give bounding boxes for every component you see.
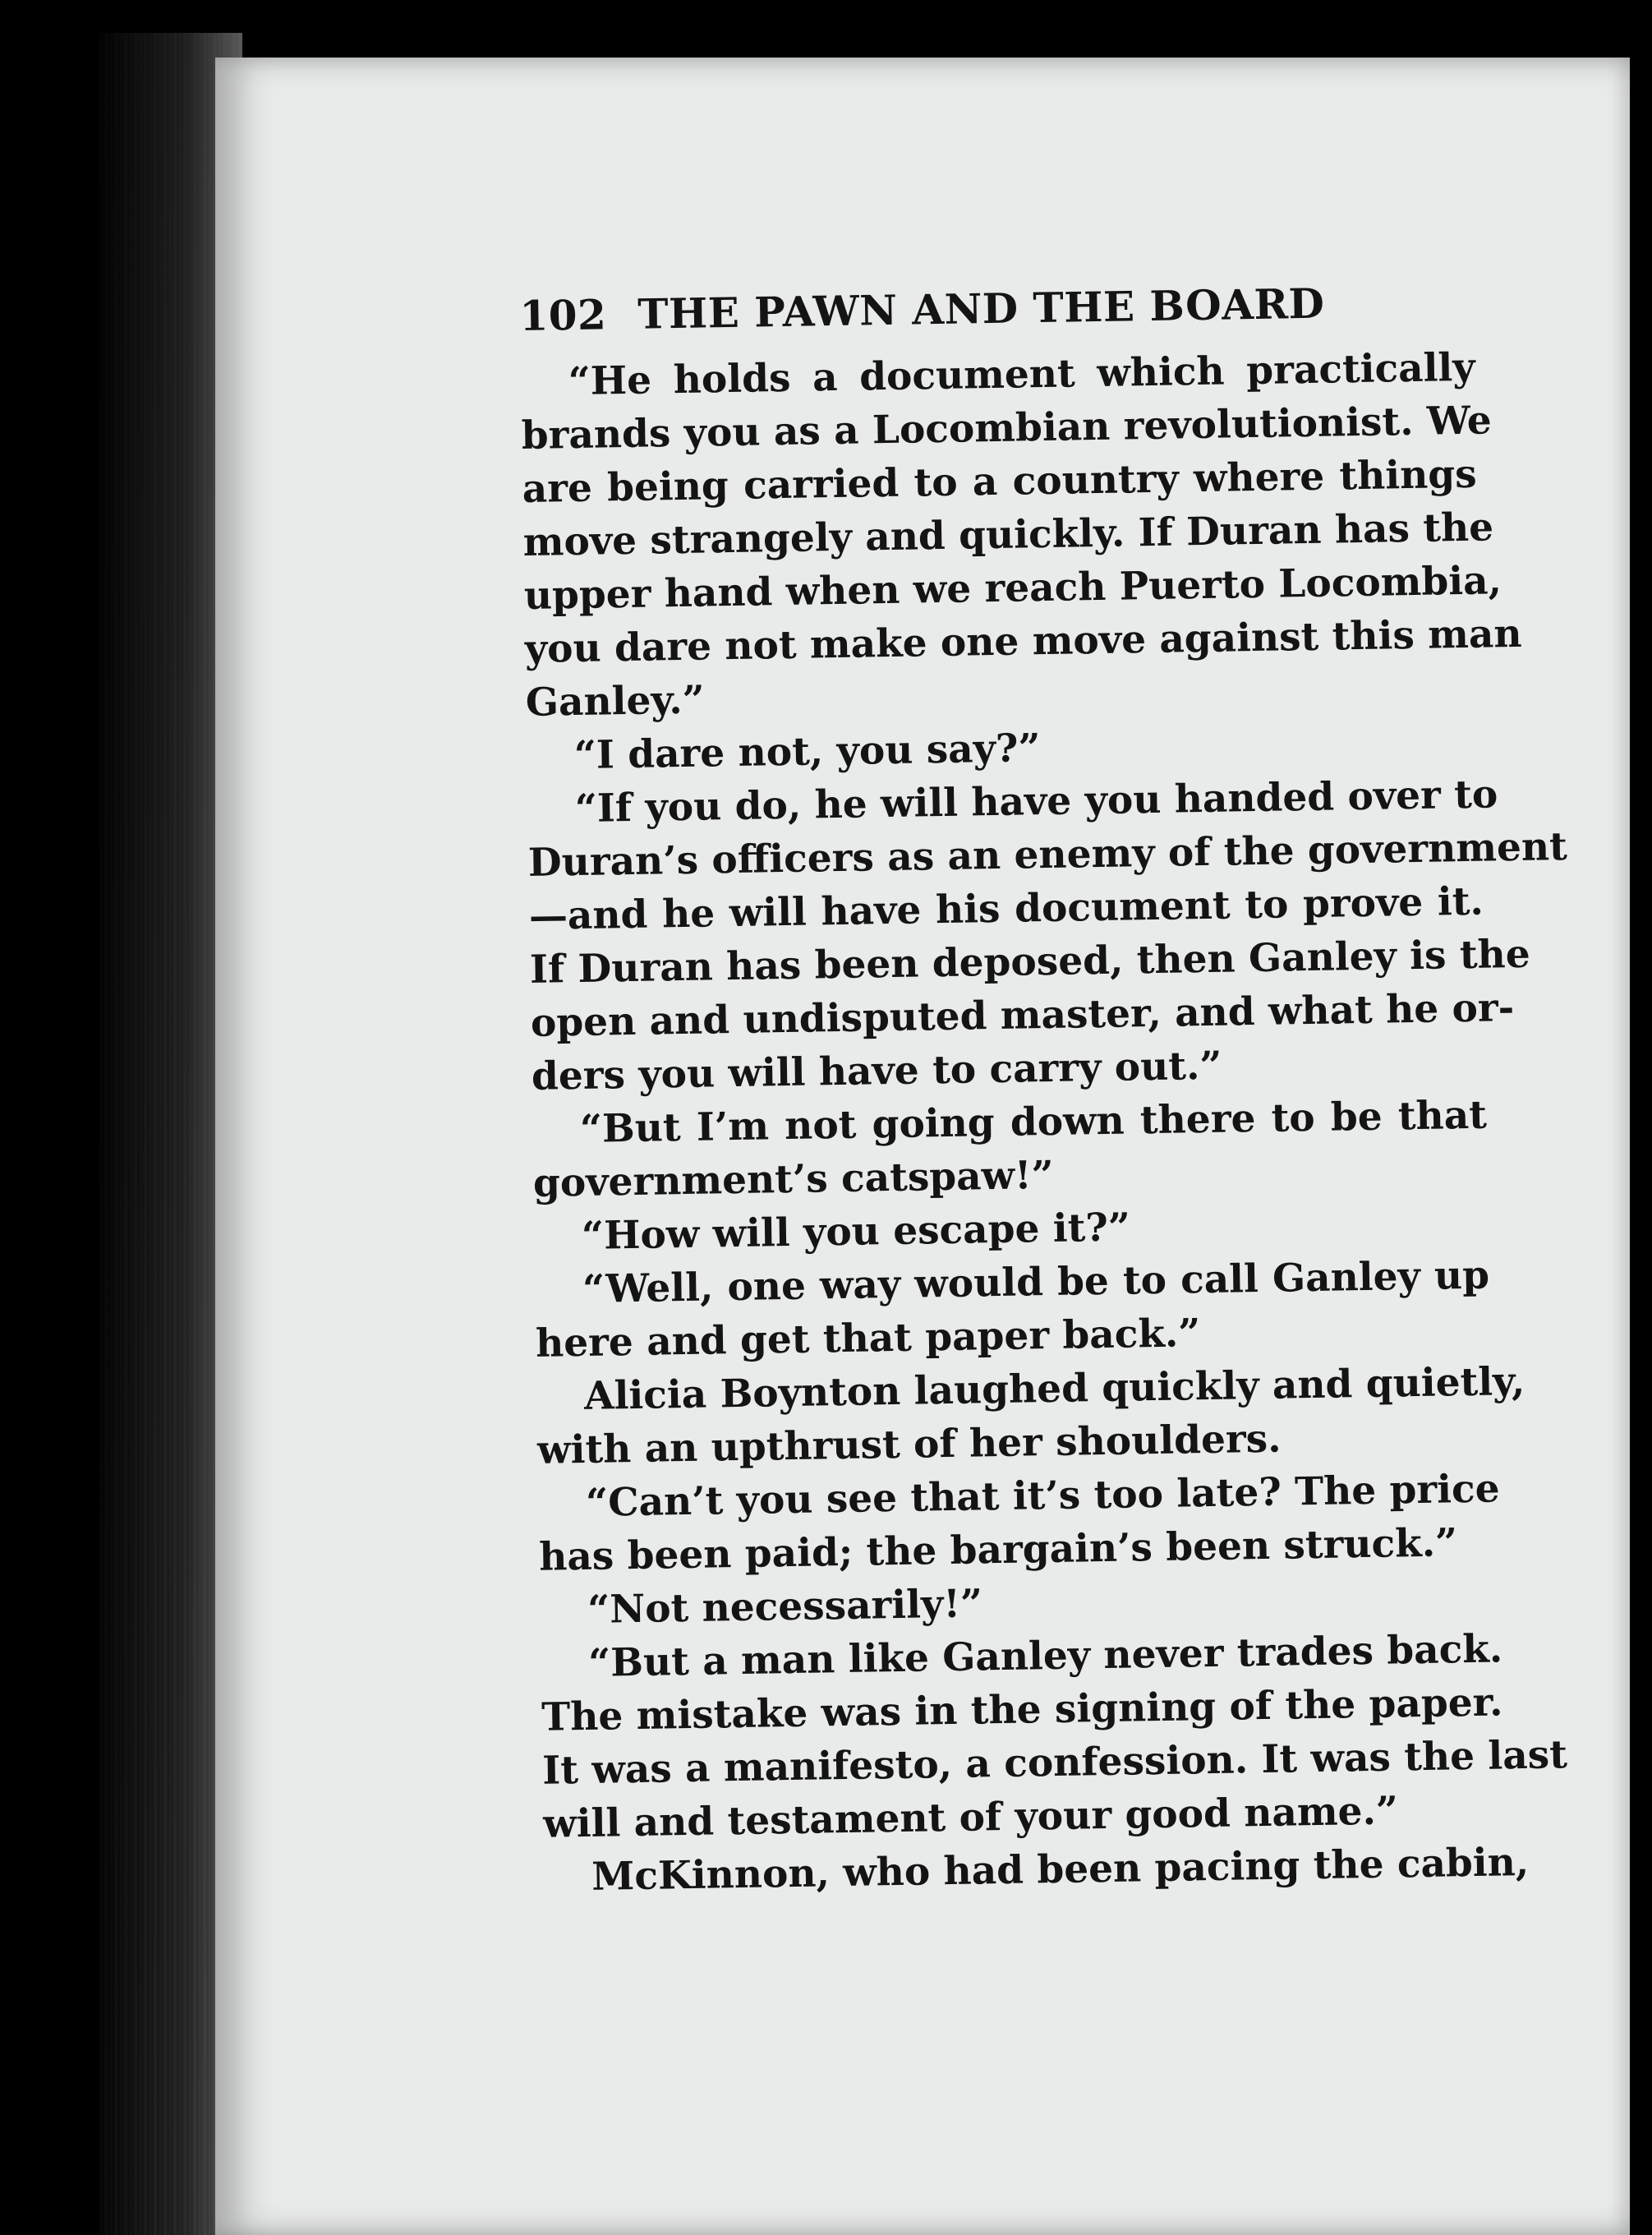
text-line: “If you do, he will have you handed over to xyxy=(574,772,1498,832)
text-line: “Not necessarily!” xyxy=(587,1581,983,1633)
text-line: ders you will have to carry out.” xyxy=(531,1043,1222,1099)
text-body xyxy=(520,340,1568,1905)
text-line: with an upthrust of her shoulders. xyxy=(536,1416,1282,1473)
text-line: are being carried to a country where things xyxy=(522,451,1478,512)
page-number: 102 xyxy=(519,290,607,340)
text-line: “But a man like Ganley never trades back. xyxy=(587,1626,1503,1686)
text-line: brands you as a Locombian revolutionist. We xyxy=(521,398,1493,459)
text-line: will and testament of your good name.” xyxy=(542,1788,1399,1847)
text-line: —and he will have his document to prove it. xyxy=(528,878,1484,939)
text-line: “How will you escape it?” xyxy=(581,1205,1131,1259)
text-line: “Well, one way would be to call Ganley up xyxy=(582,1252,1490,1312)
text-line: move strangely and quickly. If Duran has the xyxy=(522,505,1494,565)
text-line: “I dare not, you say?” xyxy=(573,726,1041,779)
text-line: government’s catspaw!” xyxy=(532,1152,1055,1206)
text-line: The mistake was in the signing of the paper. xyxy=(541,1680,1503,1740)
text-line: If Duran has been deposed, then Ganley is the xyxy=(529,931,1531,993)
page-content xyxy=(519,276,1568,1905)
text-line: you dare not make one move against this man xyxy=(524,611,1522,672)
text-line: Duran’s officers as an enemy of the government xyxy=(527,824,1568,886)
text-line: here and get that paper back.” xyxy=(535,1311,1201,1366)
text-line: has been paid; the bargain’s been struck.” xyxy=(538,1520,1458,1580)
text-line: McKinnon, who had been pacing the cabin, xyxy=(591,1839,1530,1900)
text-line: Alicia Boynton laughed quickly and quietly, xyxy=(583,1358,1525,1419)
text-line: “He holds a document which practically xyxy=(568,344,1476,405)
text-line: open and undisputed master, and what he or- xyxy=(530,985,1515,1046)
text-line: Ganley.” xyxy=(525,677,706,726)
text-line: It was a manifesto, a confession. It was the last xyxy=(541,1732,1568,1794)
running-head-title: THE PAWN AND THE BOARD xyxy=(637,279,1325,339)
text-line: upper hand when we reach Puerto Locombia, xyxy=(523,558,1502,619)
text-line: “Can’t you see that it’s too late? The price xyxy=(585,1466,1500,1526)
text-line: “But I’m not going down there to be that xyxy=(579,1092,1488,1152)
